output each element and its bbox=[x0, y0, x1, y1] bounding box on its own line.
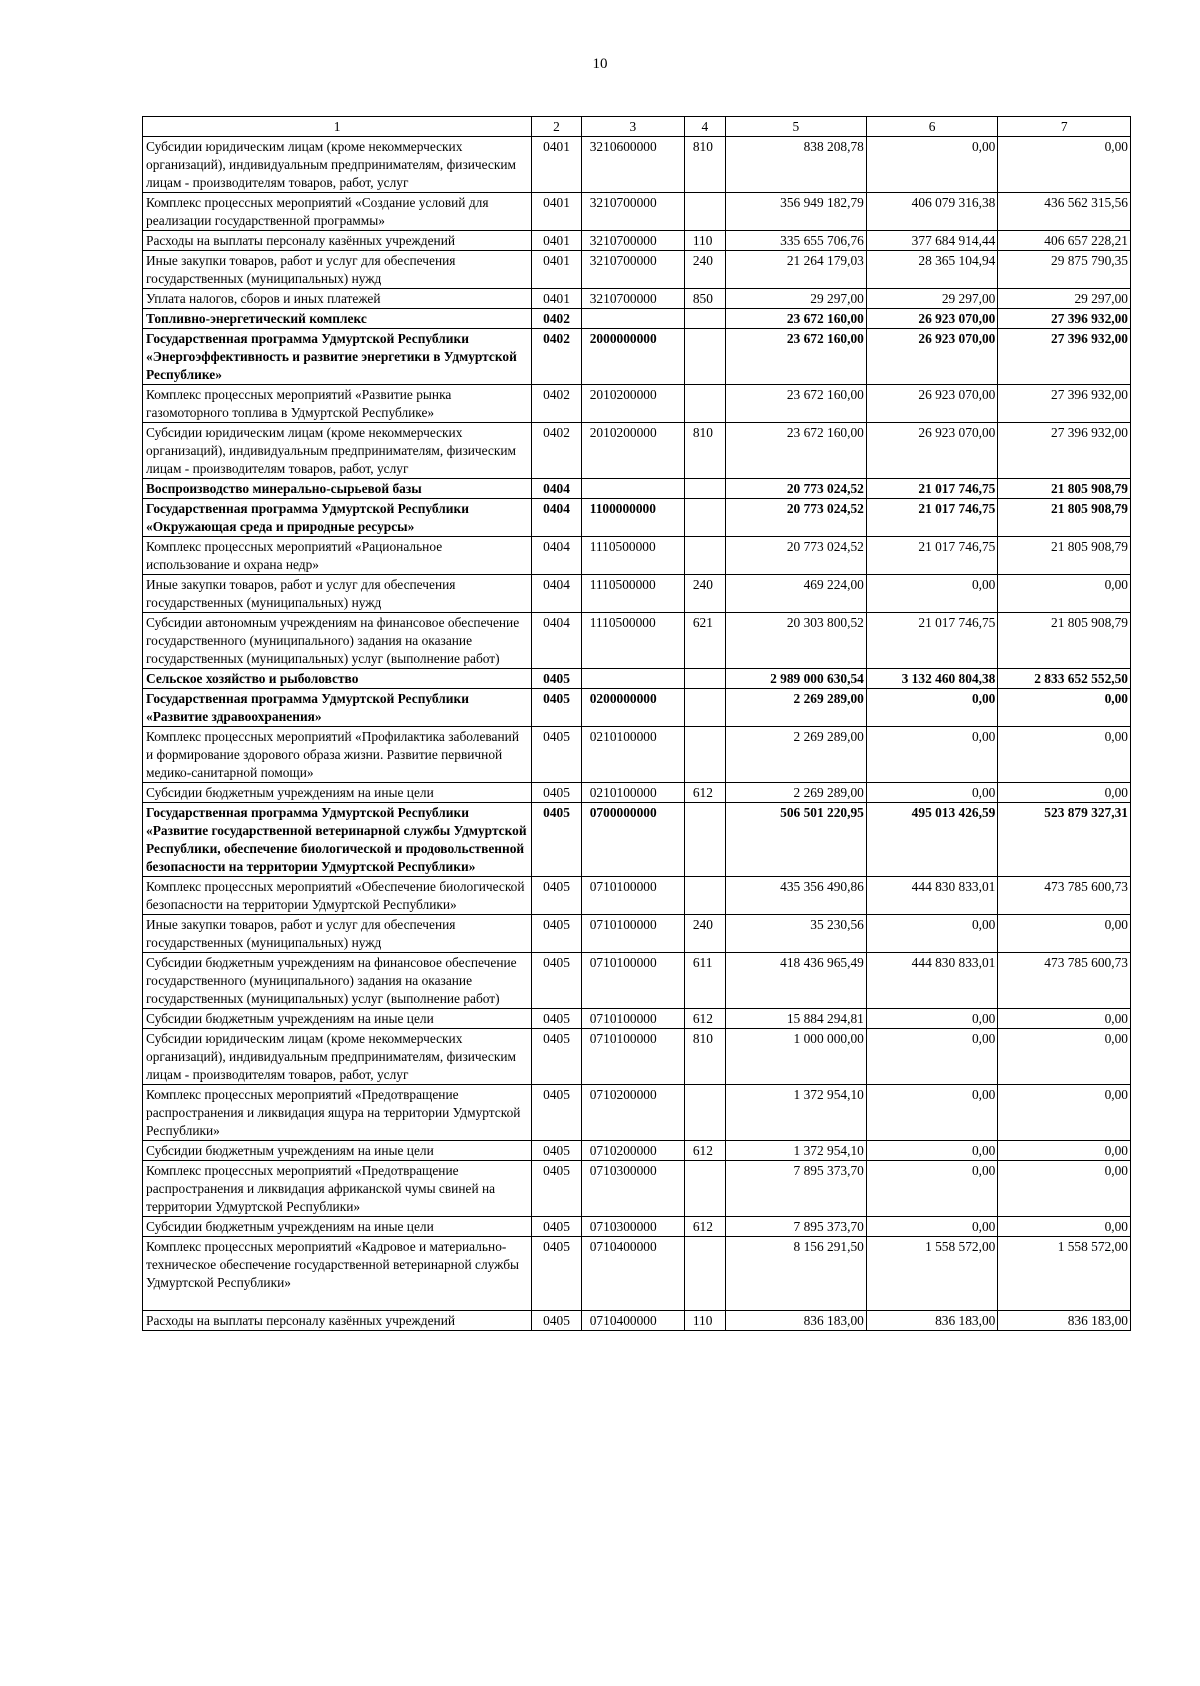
target-article-cell: 1110500000 bbox=[581, 537, 684, 575]
amount-year1-cell: 21 264 179,03 bbox=[725, 251, 866, 289]
section-code-cell: 0404 bbox=[532, 537, 581, 575]
expense-kind-cell bbox=[684, 877, 725, 915]
amount-year3-cell: 436 562 315,56 bbox=[998, 193, 1131, 231]
amount-year2-cell: 26 923 070,00 bbox=[866, 329, 998, 385]
amount-year1-cell: 23 672 160,00 bbox=[725, 385, 866, 423]
row-name-cell: Комплекс процессных мероприятий «Обеспечение биологической безопасности на территории Удмуртской Республики» bbox=[143, 877, 532, 915]
table-row bbox=[143, 1085, 1131, 1141]
amount-year3-cell: 27 396 932,00 bbox=[998, 385, 1131, 423]
amount-year2-cell: 0,00 bbox=[866, 1009, 998, 1029]
table-row bbox=[143, 537, 1131, 575]
expense-kind-cell bbox=[684, 803, 725, 877]
amount-year1-cell: 23 672 160,00 bbox=[725, 423, 866, 479]
expense-kind-cell bbox=[684, 479, 725, 499]
amount-year3-cell: 21 805 908,79 bbox=[998, 613, 1131, 669]
expense-kind-cell: 612 bbox=[684, 1009, 725, 1029]
amount-year1-cell: 20 303 800,52 bbox=[725, 613, 866, 669]
amount-year1-cell: 1 000 000,00 bbox=[725, 1029, 866, 1085]
row-name-cell: Расходы на выплаты персоналу казённых учреждений bbox=[143, 1311, 532, 1331]
expense-kind-cell bbox=[684, 537, 725, 575]
row-name-cell: Комплекс процессных мероприятий «Создание условий для реализации государственной программы» bbox=[143, 193, 532, 231]
target-article-cell: 0710400000 bbox=[581, 1311, 684, 1331]
amount-year2-cell: 0,00 bbox=[866, 783, 998, 803]
table-row bbox=[143, 231, 1131, 251]
amount-year3-cell: 21 805 908,79 bbox=[998, 499, 1131, 537]
row-name-cell: Сельское хозяйство и рыболовство bbox=[143, 669, 532, 689]
amount-year1-cell: 7 895 373,70 bbox=[725, 1161, 866, 1217]
amount-year1-cell: 418 436 965,49 bbox=[725, 953, 866, 1009]
column-header: 1 bbox=[143, 117, 532, 137]
amount-year1-cell: 2 989 000 630,54 bbox=[725, 669, 866, 689]
expense-kind-cell: 240 bbox=[684, 251, 725, 289]
amount-year3-cell: 0,00 bbox=[998, 1141, 1131, 1161]
amount-year3-cell: 473 785 600,73 bbox=[998, 953, 1131, 1009]
target-article-cell: 0710100000 bbox=[581, 1009, 684, 1029]
row-name-cell: Иные закупки товаров, работ и услуг для обеспечения государственных (муниципальных) нужд bbox=[143, 251, 532, 289]
table-row bbox=[143, 1009, 1131, 1029]
target-article-cell: 1110500000 bbox=[581, 575, 684, 613]
amount-year2-cell: 0,00 bbox=[866, 575, 998, 613]
amount-year1-cell: 335 655 706,76 bbox=[725, 231, 866, 251]
amount-year2-cell: 0,00 bbox=[866, 137, 998, 193]
table-row bbox=[143, 1029, 1131, 1085]
section-code-cell: 0404 bbox=[532, 499, 581, 537]
column-header: 2 bbox=[532, 117, 581, 137]
table-row bbox=[143, 1217, 1131, 1237]
expense-kind-cell: 110 bbox=[684, 1311, 725, 1331]
expense-kind-cell: 850 bbox=[684, 289, 725, 309]
target-article-cell: 3210700000 bbox=[581, 193, 684, 231]
row-name-cell: Государственная программа Удмуртской Республики «Развитие государственной ветеринарной службы Удмуртской Республики, обеспечение биологической и продовольственной безопасности на территории Удмуртской Республики» bbox=[143, 803, 532, 877]
target-article-cell: 0710100000 bbox=[581, 915, 684, 953]
target-article-cell: 0210100000 bbox=[581, 727, 684, 783]
row-name-cell: Субсидии бюджетным учреждениям на иные цели bbox=[143, 1009, 532, 1029]
section-code-cell: 0405 bbox=[532, 689, 581, 727]
target-article-cell: 0710100000 bbox=[581, 1029, 684, 1085]
amount-year3-cell: 27 396 932,00 bbox=[998, 423, 1131, 479]
target-article-cell: 1110500000 bbox=[581, 613, 684, 669]
amount-year3-cell: 21 805 908,79 bbox=[998, 537, 1131, 575]
amount-year2-cell: 0,00 bbox=[866, 1141, 998, 1161]
expense-kind-cell: 611 bbox=[684, 953, 725, 1009]
table-body bbox=[143, 137, 1131, 1331]
amount-year2-cell: 0,00 bbox=[866, 1161, 998, 1217]
amount-year1-cell: 469 224,00 bbox=[725, 575, 866, 613]
column-header: 7 bbox=[998, 117, 1131, 137]
amount-year3-cell: 2 833 652 552,50 bbox=[998, 669, 1131, 689]
amount-year2-cell: 1 558 572,00 bbox=[866, 1237, 998, 1311]
amount-year2-cell: 0,00 bbox=[866, 1029, 998, 1085]
amount-year2-cell: 21 017 746,75 bbox=[866, 537, 998, 575]
amount-year2-cell: 29 297,00 bbox=[866, 289, 998, 309]
expense-kind-cell bbox=[684, 1237, 725, 1311]
amount-year3-cell: 473 785 600,73 bbox=[998, 877, 1131, 915]
row-name-cell: Комплекс процессных мероприятий «Предотвращение распространения и ликвидация ящура на территории Удмуртской Республики» bbox=[143, 1085, 532, 1141]
table-row bbox=[143, 309, 1131, 329]
amount-year2-cell: 406 079 316,38 bbox=[866, 193, 998, 231]
row-name-cell: Топливно-энергетический комплекс bbox=[143, 309, 532, 329]
section-code-cell: 0402 bbox=[532, 385, 581, 423]
target-article-cell: 0710100000 bbox=[581, 877, 684, 915]
column-header: 6 bbox=[866, 117, 998, 137]
amount-year2-cell: 21 017 746,75 bbox=[866, 613, 998, 669]
table-row bbox=[143, 1161, 1131, 1217]
amount-year1-cell: 2 269 289,00 bbox=[725, 689, 866, 727]
amount-year2-cell: 26 923 070,00 bbox=[866, 309, 998, 329]
row-name-cell: Комплекс процессных мероприятий «Предотвращение распространения и ликвидация африканской чумы свиней на территории Удмуртской Республики» bbox=[143, 1161, 532, 1217]
table-row bbox=[143, 385, 1131, 423]
amount-year1-cell: 8 156 291,50 bbox=[725, 1237, 866, 1311]
amount-year3-cell: 1 558 572,00 bbox=[998, 1237, 1131, 1311]
section-code-cell: 0404 bbox=[532, 479, 581, 499]
amount-year1-cell: 23 672 160,00 bbox=[725, 329, 866, 385]
target-article-cell: 3210600000 bbox=[581, 137, 684, 193]
amount-year3-cell: 0,00 bbox=[998, 1085, 1131, 1141]
section-code-cell: 0405 bbox=[532, 1029, 581, 1085]
section-code-cell: 0405 bbox=[532, 669, 581, 689]
amount-year2-cell: 377 684 914,44 bbox=[866, 231, 998, 251]
amount-year3-cell: 0,00 bbox=[998, 1009, 1131, 1029]
amount-year3-cell: 21 805 908,79 bbox=[998, 479, 1131, 499]
section-code-cell: 0401 bbox=[532, 231, 581, 251]
target-article-cell: 3210700000 bbox=[581, 289, 684, 309]
section-code-cell: 0401 bbox=[532, 289, 581, 309]
amount-year1-cell: 506 501 220,95 bbox=[725, 803, 866, 877]
amount-year2-cell: 444 830 833,01 bbox=[866, 953, 998, 1009]
target-article-cell: 0710400000 bbox=[581, 1237, 684, 1311]
row-name-cell: Субсидии юридическим лицам (кроме некоммерческих организаций), индивидуальным предпринимателям, физическим лицам - производителям товаров, работ, услуг bbox=[143, 1029, 532, 1085]
expense-kind-cell bbox=[684, 1085, 725, 1141]
row-name-cell: Субсидии юридическим лицам (кроме некоммерческих организаций), индивидуальным предпринимателям, физическим лицам - производителям товаров, работ, услуг bbox=[143, 423, 532, 479]
row-name-cell: Субсидии автономным учреждениям на финансовое обеспечение государственного (муниципального) задания на оказание государственных (муниципальных) услуг (выполнение работ) bbox=[143, 613, 532, 669]
target-article-cell: 3210700000 bbox=[581, 251, 684, 289]
section-code-cell: 0402 bbox=[532, 423, 581, 479]
amount-year1-cell: 15 884 294,81 bbox=[725, 1009, 866, 1029]
amount-year3-cell: 0,00 bbox=[998, 783, 1131, 803]
amount-year2-cell: 3 132 460 804,38 bbox=[866, 669, 998, 689]
amount-year3-cell: 0,00 bbox=[998, 689, 1131, 727]
amount-year3-cell: 0,00 bbox=[998, 1029, 1131, 1085]
amount-year1-cell: 1 372 954,10 bbox=[725, 1141, 866, 1161]
section-code-cell: 0405 bbox=[532, 803, 581, 877]
target-article-cell bbox=[581, 309, 684, 329]
amount-year1-cell: 435 356 490,86 bbox=[725, 877, 866, 915]
row-name-cell: Субсидии бюджетным учреждениям на иные цели bbox=[143, 1141, 532, 1161]
amount-year1-cell: 23 672 160,00 bbox=[725, 309, 866, 329]
table-row bbox=[143, 1311, 1131, 1331]
row-name-cell: Комплекс процессных мероприятий «Развитие рынка газомоторного топлива в Удмуртской Республике» bbox=[143, 385, 532, 423]
table-row bbox=[143, 953, 1131, 1009]
section-code-cell: 0405 bbox=[532, 1237, 581, 1311]
expense-kind-cell bbox=[684, 193, 725, 231]
table-row bbox=[143, 479, 1131, 499]
table-row bbox=[143, 689, 1131, 727]
amount-year3-cell: 836 183,00 bbox=[998, 1311, 1131, 1331]
expense-kind-cell bbox=[684, 385, 725, 423]
table-row bbox=[143, 251, 1131, 289]
row-name-cell: Субсидии бюджетным учреждениям на иные цели bbox=[143, 1217, 532, 1237]
amount-year2-cell: 0,00 bbox=[866, 915, 998, 953]
amount-year2-cell: 26 923 070,00 bbox=[866, 423, 998, 479]
expense-kind-cell: 621 bbox=[684, 613, 725, 669]
amount-year2-cell: 26 923 070,00 bbox=[866, 385, 998, 423]
row-name-cell: Комплекс процессных мероприятий «Рациональное использование и охрана недр» bbox=[143, 537, 532, 575]
table-row bbox=[143, 499, 1131, 537]
target-article-cell: 0200000000 bbox=[581, 689, 684, 727]
amount-year1-cell: 1 372 954,10 bbox=[725, 1085, 866, 1141]
amount-year1-cell: 35 230,56 bbox=[725, 915, 866, 953]
expense-kind-cell: 810 bbox=[684, 1029, 725, 1085]
row-name-cell: Иные закупки товаров, работ и услуг для обеспечения государственных (муниципальных) нужд bbox=[143, 575, 532, 613]
target-article-cell: 2000000000 bbox=[581, 329, 684, 385]
table-row bbox=[143, 915, 1131, 953]
target-article-cell: 0710100000 bbox=[581, 953, 684, 1009]
target-article-cell bbox=[581, 669, 684, 689]
target-article-cell bbox=[581, 479, 684, 499]
row-name-cell: Расходы на выплаты персоналу казённых учреждений bbox=[143, 231, 532, 251]
row-name-cell: Комплекс процессных мероприятий «Профилактика заболеваний и формирование здорового образа жизни. Развитие первичной медико-санитарной помощи» bbox=[143, 727, 532, 783]
target-article-cell: 0210100000 bbox=[581, 783, 684, 803]
table-row bbox=[143, 613, 1131, 669]
amount-year1-cell: 2 269 289,00 bbox=[725, 783, 866, 803]
table-row bbox=[143, 803, 1131, 877]
section-code-cell: 0405 bbox=[532, 727, 581, 783]
table-row bbox=[143, 669, 1131, 689]
amount-year3-cell: 27 396 932,00 bbox=[998, 309, 1131, 329]
amount-year2-cell: 21 017 746,75 bbox=[866, 499, 998, 537]
section-code-cell: 0405 bbox=[532, 1009, 581, 1029]
row-name-cell: Воспроизводство минерально-сырьевой базы bbox=[143, 479, 532, 499]
section-code-cell: 0405 bbox=[532, 783, 581, 803]
target-article-cell: 1100000000 bbox=[581, 499, 684, 537]
section-code-cell: 0405 bbox=[532, 1085, 581, 1141]
section-code-cell: 0405 bbox=[532, 1141, 581, 1161]
amount-year3-cell: 0,00 bbox=[998, 1161, 1131, 1217]
row-name-cell: Иные закупки товаров, работ и услуг для обеспечения государственных (муниципальных) нужд bbox=[143, 915, 532, 953]
amount-year1-cell: 356 949 182,79 bbox=[725, 193, 866, 231]
section-code-cell: 0401 bbox=[532, 193, 581, 231]
expense-kind-cell: 612 bbox=[684, 1217, 725, 1237]
section-code-cell: 0404 bbox=[532, 575, 581, 613]
section-code-cell: 0405 bbox=[532, 953, 581, 1009]
column-header: 5 bbox=[725, 117, 866, 137]
table-row bbox=[143, 329, 1131, 385]
section-code-cell: 0401 bbox=[532, 137, 581, 193]
row-name-cell: Государственная программа Удмуртской Республики «Окружающая среда и природные ресурсы» bbox=[143, 499, 532, 537]
amount-year3-cell: 29 297,00 bbox=[998, 289, 1131, 309]
amount-year3-cell: 0,00 bbox=[998, 575, 1131, 613]
section-code-cell: 0404 bbox=[532, 613, 581, 669]
amount-year1-cell: 836 183,00 bbox=[725, 1311, 866, 1331]
amount-year1-cell: 20 773 024,52 bbox=[725, 479, 866, 499]
amount-year1-cell: 20 773 024,52 bbox=[725, 499, 866, 537]
table-header-row bbox=[143, 117, 1131, 137]
amount-year2-cell: 0,00 bbox=[866, 727, 998, 783]
amount-year1-cell: 20 773 024,52 bbox=[725, 537, 866, 575]
amount-year1-cell: 7 895 373,70 bbox=[725, 1217, 866, 1237]
target-article-cell: 0700000000 bbox=[581, 803, 684, 877]
table-row bbox=[143, 1141, 1131, 1161]
section-code-cell: 0405 bbox=[532, 1217, 581, 1237]
expense-kind-cell: 612 bbox=[684, 1141, 725, 1161]
section-code-cell: 0402 bbox=[532, 309, 581, 329]
amount-year1-cell: 29 297,00 bbox=[725, 289, 866, 309]
expense-kind-cell bbox=[684, 669, 725, 689]
table-row bbox=[143, 137, 1131, 193]
amount-year3-cell: 523 879 327,31 bbox=[998, 803, 1131, 877]
amount-year3-cell: 0,00 bbox=[998, 727, 1131, 783]
target-article-cell: 2010200000 bbox=[581, 423, 684, 479]
amount-year3-cell: 0,00 bbox=[998, 915, 1131, 953]
expense-kind-cell: 810 bbox=[684, 423, 725, 479]
table-row bbox=[143, 783, 1131, 803]
section-code-cell: 0405 bbox=[532, 915, 581, 953]
row-name-cell: Уплата налогов, сборов и иных платежей bbox=[143, 289, 532, 309]
amount-year2-cell: 0,00 bbox=[866, 1217, 998, 1237]
row-name-cell: Государственная программа Удмуртской Республики «Развитие здравоохранения» bbox=[143, 689, 532, 727]
expense-kind-cell bbox=[684, 727, 725, 783]
amount-year2-cell: 0,00 bbox=[866, 689, 998, 727]
amount-year3-cell: 0,00 bbox=[998, 137, 1131, 193]
target-article-cell: 3210700000 bbox=[581, 231, 684, 251]
section-code-cell: 0405 bbox=[532, 1161, 581, 1217]
expense-kind-cell: 240 bbox=[684, 575, 725, 613]
section-code-cell: 0405 bbox=[532, 1311, 581, 1331]
amount-year1-cell: 838 208,78 bbox=[725, 137, 866, 193]
expense-kind-cell bbox=[684, 1161, 725, 1217]
expense-kind-cell bbox=[684, 329, 725, 385]
amount-year2-cell: 21 017 746,75 bbox=[866, 479, 998, 499]
page-number: 10 bbox=[592, 56, 608, 72]
row-name-cell: Государственная программа Удмуртской Республики «Энергоэффективность и развитие энергетики в Удмуртской Республике» bbox=[143, 329, 532, 385]
expense-kind-cell bbox=[684, 309, 725, 329]
table-row bbox=[143, 289, 1131, 309]
target-article-cell: 2010200000 bbox=[581, 385, 684, 423]
target-article-cell: 0710300000 bbox=[581, 1217, 684, 1237]
row-name-cell: Комплекс процессных мероприятий «Кадровое и материально-техническое обеспечение государственной ветеринарной службы Удмуртской Республики» bbox=[143, 1237, 532, 1311]
section-code-cell: 0405 bbox=[532, 877, 581, 915]
expense-kind-cell bbox=[684, 499, 725, 537]
amount-year2-cell: 495 013 426,59 bbox=[866, 803, 998, 877]
row-name-cell: Субсидии бюджетным учреждениям на финансовое обеспечение государственного (муниципального) задания на оказание государственных (муниципальных) услуг (выполнение работ) bbox=[143, 953, 532, 1009]
expense-kind-cell bbox=[684, 689, 725, 727]
table-row bbox=[143, 1237, 1131, 1311]
target-article-cell: 0710200000 bbox=[581, 1141, 684, 1161]
amount-year2-cell: 0,00 bbox=[866, 1085, 998, 1141]
amount-year2-cell: 444 830 833,01 bbox=[866, 877, 998, 915]
column-header: 4 bbox=[684, 117, 725, 137]
amount-year3-cell: 27 396 932,00 bbox=[998, 329, 1131, 385]
amount-year2-cell: 28 365 104,94 bbox=[866, 251, 998, 289]
expense-kind-cell: 110 bbox=[684, 231, 725, 251]
expense-kind-cell: 810 bbox=[684, 137, 725, 193]
amount-year3-cell: 29 875 790,35 bbox=[998, 251, 1131, 289]
target-article-cell: 0710300000 bbox=[581, 1161, 684, 1217]
table-row bbox=[143, 877, 1131, 915]
amount-year3-cell: 406 657 228,21 bbox=[998, 231, 1131, 251]
table-row bbox=[143, 193, 1131, 231]
expense-kind-cell: 612 bbox=[684, 783, 725, 803]
amount-year1-cell: 2 269 289,00 bbox=[725, 727, 866, 783]
expense-kind-cell: 240 bbox=[684, 915, 725, 953]
table-row bbox=[143, 423, 1131, 479]
target-article-cell: 0710200000 bbox=[581, 1085, 684, 1141]
amount-year2-cell: 836 183,00 bbox=[866, 1311, 998, 1331]
row-name-cell: Субсидии юридическим лицам (кроме некоммерческих организаций), индивидуальным предпринимателям, физическим лицам - производителям товаров, работ, услуг bbox=[143, 137, 532, 193]
row-name-cell: Субсидии бюджетным учреждениям на иные цели bbox=[143, 783, 532, 803]
table-row bbox=[143, 575, 1131, 613]
table-row bbox=[143, 727, 1131, 783]
column-header: 3 bbox=[581, 117, 684, 137]
section-code-cell: 0402 bbox=[532, 329, 581, 385]
section-code-cell: 0401 bbox=[532, 251, 581, 289]
amount-year3-cell: 0,00 bbox=[998, 1217, 1131, 1237]
budget-table bbox=[142, 116, 1131, 1331]
